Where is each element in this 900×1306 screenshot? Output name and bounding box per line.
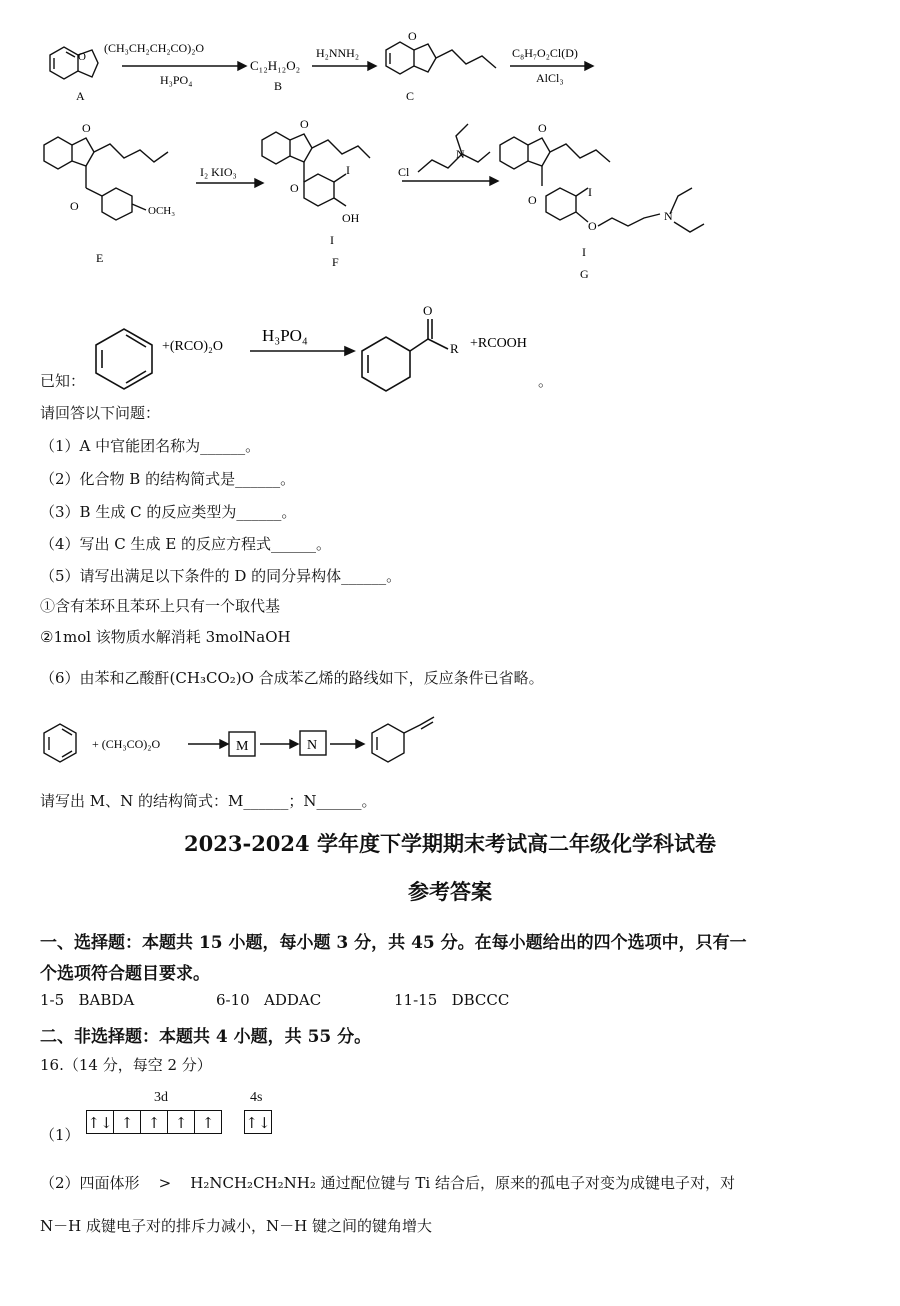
svg-text:N: N xyxy=(456,147,465,161)
known-label: 已知： xyxy=(40,372,86,390)
question-6: （6）由苯和乙酸酐(CH₃CO₂)O 合成苯乙烯的路线如下，反应条件已省略。 xyxy=(40,669,544,687)
svg-text:AlCl₃: AlCl₃ xyxy=(536,71,564,85)
question-2: （2）化合物 B 的结构简式是______。 xyxy=(40,470,296,488)
svg-text:I: I xyxy=(330,233,334,247)
svg-text:M: M xyxy=(236,739,249,754)
svg-text:O: O xyxy=(423,303,433,318)
svg-text:O: O xyxy=(588,219,597,233)
svg-text:I: I xyxy=(582,245,586,259)
compound-a-structure xyxy=(50,47,98,79)
compound-b-formula: C₁₂H₁₂O₂ xyxy=(250,58,301,73)
svg-text:H₂NNH₂: H₂NNH₂ xyxy=(316,46,360,60)
svg-text:I: I xyxy=(588,185,592,199)
route-scheme xyxy=(0,715,900,780)
svg-text:OH: OH xyxy=(342,211,360,225)
mc-answers-2: 6-10 ADDAC xyxy=(216,991,322,1009)
mc-answers-3: 11-15 DBCCC xyxy=(394,991,510,1009)
questions-intro: 请回答以下问题： xyxy=(40,404,161,422)
svg-text:O: O xyxy=(78,51,86,63)
section-2: 二、非选择题：本题共 4 小题，共 55 分。 xyxy=(40,1027,372,1047)
mc-answers-1: 1-5 BABDA xyxy=(40,991,135,1009)
benzene-ring-icon xyxy=(96,329,152,389)
condition-2: ②1mol 该物质水解消耗 3molNaOH xyxy=(40,628,291,646)
question-3: （3）B 生成 C 的反应类型为______。 xyxy=(40,503,297,521)
svg-text:O: O xyxy=(82,121,91,135)
synthesis-scheme xyxy=(0,0,900,300)
reagent-amine-structure xyxy=(418,124,490,172)
svg-text:+ (CH₃CO)₂O: + (CH₃CO)₂O xyxy=(92,737,161,751)
answer-subtitle: 参考答案 xyxy=(408,879,492,904)
svg-text:O: O xyxy=(70,199,79,213)
svg-text:G: G xyxy=(580,267,589,281)
svg-text:+(RCO)₂O: +(RCO)₂O xyxy=(162,339,223,354)
question-16-1: （1） xyxy=(40,1126,80,1144)
question-16-2-a: （2）四面体形 > H₂NCH₂CH₂NH₂ 通过配位键与 Ti 结合后，原来的孤电子对变为成键电子对，对 xyxy=(40,1174,735,1192)
svg-text:I: I xyxy=(346,163,350,177)
svg-text:O: O xyxy=(538,121,547,135)
svg-text:H₃PO₄: H₃PO₄ xyxy=(262,326,308,345)
svg-text:N: N xyxy=(307,738,318,753)
condition-1: ①含有苯环且苯环上只有一个取代基 xyxy=(40,597,281,615)
known-reaction xyxy=(0,295,900,395)
svg-text:C₈H₇O₂Cl(D): C₈H₇O₂Cl(D) xyxy=(512,46,578,60)
question-1: （1）A 中官能团名称为______。 xyxy=(40,437,261,455)
svg-text:O: O xyxy=(300,117,309,131)
orbital-diagram-4s: ↑↓ xyxy=(244,1110,271,1134)
svg-text:E: E xyxy=(96,251,104,265)
question-4: （4）写出 C 生成 E 的反应方程式______。 xyxy=(40,535,332,553)
question-16-2-b: N－H 成键电子对的排斥力减小，N－H 键之间的键角增大 xyxy=(40,1217,432,1235)
question-5: （5）请写出满足以下条件的 D 的同分异构体______。 xyxy=(40,567,402,585)
svg-text:H₃PO₄: H₃PO₄ xyxy=(160,73,193,87)
svg-text:OCH₃: OCH₃ xyxy=(148,205,176,217)
svg-text:R: R xyxy=(450,341,459,356)
compound-g-structure xyxy=(500,137,704,232)
svg-text:O: O xyxy=(290,181,299,195)
svg-text:Cl: Cl xyxy=(398,165,410,179)
svg-text:C: C xyxy=(406,89,415,103)
section-1-line1: 一、选择题：本题共 15 小题，每小题 3 分，共 45 分。在每小题给出的四个选项中，只有一 xyxy=(40,933,747,953)
section-1-line2: 个选项符合题目要求。 xyxy=(40,964,210,984)
compound-f-structure xyxy=(262,132,370,206)
svg-text:I₂ KIO₃: I₂ KIO₃ xyxy=(200,165,237,179)
svg-text:N: N xyxy=(664,209,673,223)
compound-c-structure xyxy=(386,42,496,74)
question-6-answer: 请写出 M、N 的结构简式：M______；N______。 xyxy=(40,792,377,810)
question-16-header: 16.（14 分，每空 2 分） xyxy=(40,1056,212,1074)
orbital-diagram-3d: ↑↓ ↑ ↑ ↑ ↑ xyxy=(86,1110,221,1134)
svg-text:O: O xyxy=(408,29,417,43)
answer-title: 2023-2024 学年度下学期期末考试高二年级化学科试卷 xyxy=(184,831,716,856)
svg-text:F: F xyxy=(332,255,339,269)
svg-text:O: O xyxy=(528,193,537,207)
svg-text:+RCOOH: +RCOOH xyxy=(470,336,527,351)
orbital-3d-label: 3d xyxy=(154,1090,168,1105)
orbital-4s-label: 4s xyxy=(250,1090,263,1105)
svg-text:B: B xyxy=(274,79,283,93)
reaction1-reagent: (CH₃CH₂CH₂CO)₂O xyxy=(104,41,205,55)
svg-text:A: A xyxy=(76,89,85,103)
